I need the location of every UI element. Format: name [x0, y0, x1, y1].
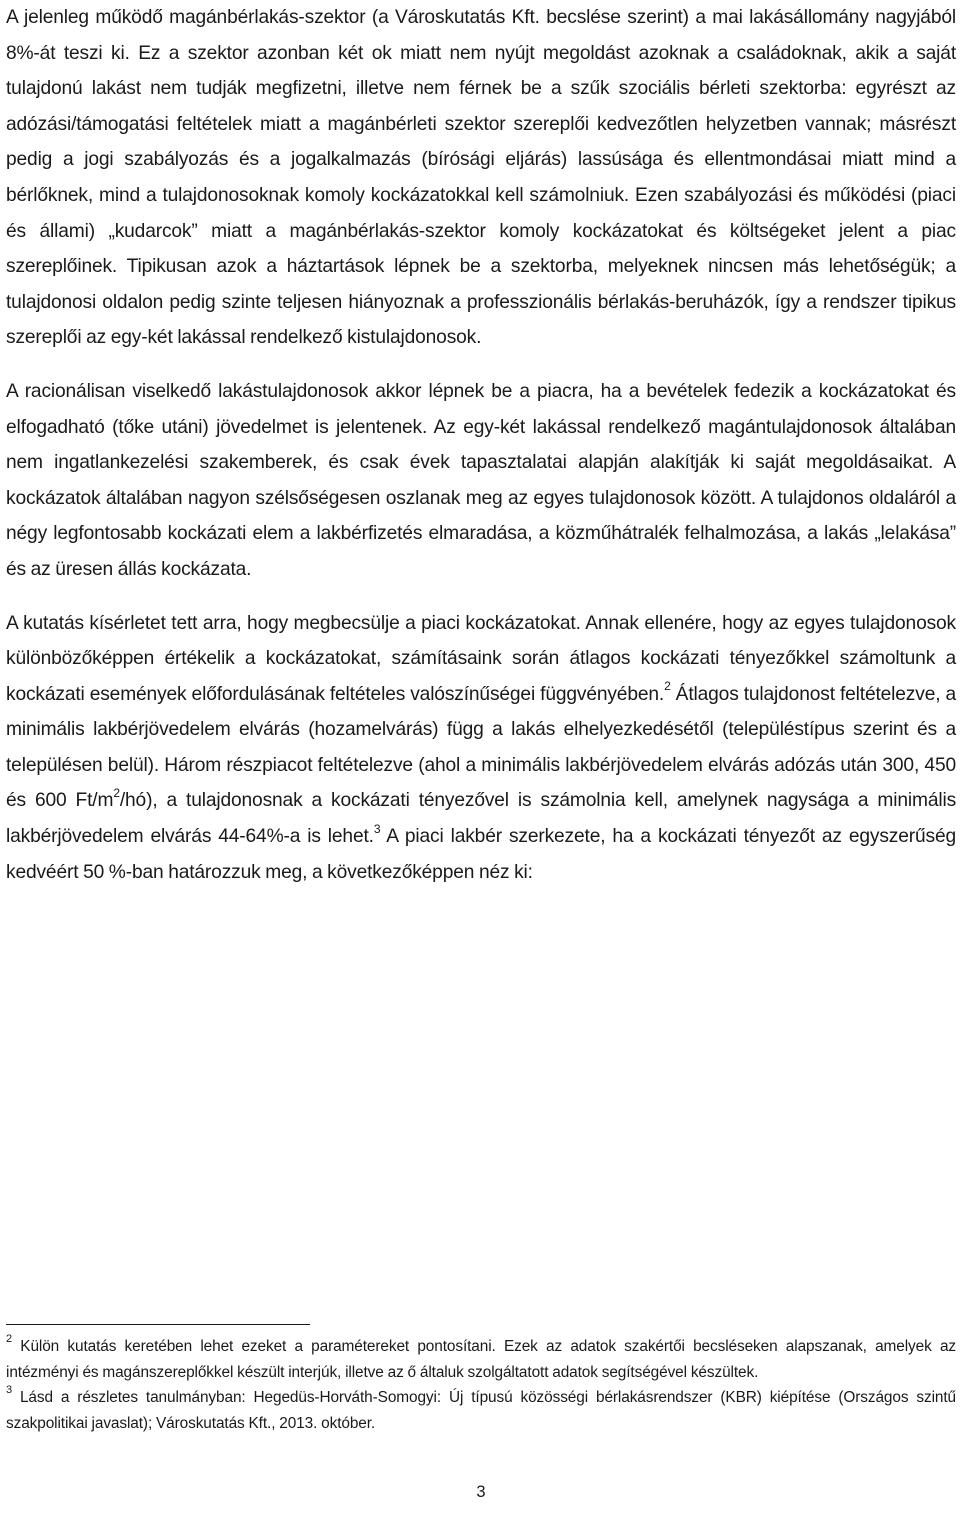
- paragraph-text: A racionálisan viselkedő lakástulajdonosok akkor lépnek be a piacra, ha a bevételek fedezik a kockázatokat és elfogadható (tőke utáni) jövedelmet is jelentenek. Az egy-két lakással rendelkező magántulajdonosok általában nem ingatlankezelési szakemberek, és csak évek tapasztalatai alapján alakítják ki saját megoldásaikat. A kockázatok általában nagyon szélsőségesen oszlanak meg az egyes tulajdonosok között. A tulajdonos oldaláról a négy legfontosabb kockázati elem a lakbérfizetés elmaradása, a közműhátralék felhalmozása, a lakás „lelakása” és az üresen állás kockázata.: [6, 380, 956, 580]
- body-text: [6, 0, 956, 890]
- footnote-text: Lásd a részletes tanulmányban: Hegedüs-Horváth-Somogyi: Új típusú közösségi bérlakásrendszer (KBR) kiépítése (Országos szintű szakpolitikai javaslat); Városkutatás Kft., 2013. október.: [6, 1389, 956, 1432]
- footnote-3: [6, 1385, 956, 1436]
- footnote-reference: 3: [373, 821, 381, 836]
- footnote-text: Külön kutatás keretében lehet ezeket a paramétereket pontosítani. Ezek az adatok szakértői becsléseken alapszanak, amelyek az intézményi és magánszereplőkkel készült interjúk, illetve az ő általuk szolgáltatott adatok segítségével készültek.: [6, 1338, 956, 1381]
- document-page: [6, 0, 956, 1513]
- footnote-marker: 3: [6, 1383, 13, 1396]
- footnote-reference: 2: [113, 786, 120, 801]
- page-number: 3: [476, 1483, 486, 1501]
- paragraph-2: [6, 374, 956, 588]
- footnote-separator: [6, 1324, 310, 1325]
- footnote-marker: 2: [6, 1332, 13, 1345]
- paragraph-text: Átlagos tulajdonost feltételezve, a minimális lakbérjövedelem elvárás (hozamelvárás) függ a lakás elhelyezkedésétől (településtípus szerint és a településen belül). Három részpiacot feltételezve (ahol a minimális lakbérjövedelem elvárás adózás után 300, 450 és 600 Ft/m: [6, 683, 956, 812]
- paragraph-text: A jelenleg működő magánbérlakás-szektor (a Városkutatás Kft. becslése szerint) a mai lakásállomány nagyjából 8%-át teszi ki. Ez a szektor azonban két ok miatt nem nyújt megoldást azoknak a családoknak, akik a saját tulajdonú lakást nem tudják megfizetni, illetve nem férnek be a szűk szociális bérleti szektorba: egyrészt az adózási/támogatási feltételek miatt a magánbérleti szektor szereplői kedvezőtlen helyzetben vannak; másrészt pedig a jogi szabályozás és a jogalkalmazás (bírósági eljárás) lassúsága és ellentmondásai miatt mind a bérlőknek, mind a tulajdonosoknak komoly kockázatokkal kell számolniuk. Ezen szabályozási és működési (piaci és állami) „kudarcok” miatt a magánbérlakás-szektor komoly kockázatokat és költségeket jelent a piac szereplőinek. Tipikusan azok a háztartások lépnek be a szektorba, melyeknek nincsen más lehetőségük; a tulajdonosi oldalon pedig szinte teljesen hiányoznak a professzionális bérlakás-beruházók, így a rendszer tipikus szereplői az egy-két lakással rendelkező kistulajdonosok.: [6, 7, 956, 349]
- footnote-2: [6, 1334, 956, 1385]
- paragraph-text: A kutatás kísérletet tett arra, hogy megbecsülje a piaci kockázatokat. Annak ellenére, hogy az egyes tulajdonosok különbözőképpen értékelik a kockázatokat, számításaink során átlagos kockázati tényezőkkel számoltunk a kockázati események előfordulásának feltételes valószínűségei függvényében.: [6, 612, 956, 705]
- footnotes: [6, 1334, 956, 1436]
- paragraph-text: /hó), a tulajdonosnak a kockázati tényezővel is számolnia kell, amelynek nagysága a minimális lakbérjövedelem elvárás 44-64%-a is lehet.: [6, 790, 957, 848]
- paragraph-text: A piaci lakbér szerkezete, ha a kockázati tényezőt az egyszerűség kedvéért 50 %-ban határozzuk meg, a következőképpen néz ki:: [6, 826, 956, 883]
- paragraph-1: [6, 0, 956, 356]
- paragraph-3: [6, 606, 956, 891]
- footnote-reference: 2: [664, 679, 671, 694]
